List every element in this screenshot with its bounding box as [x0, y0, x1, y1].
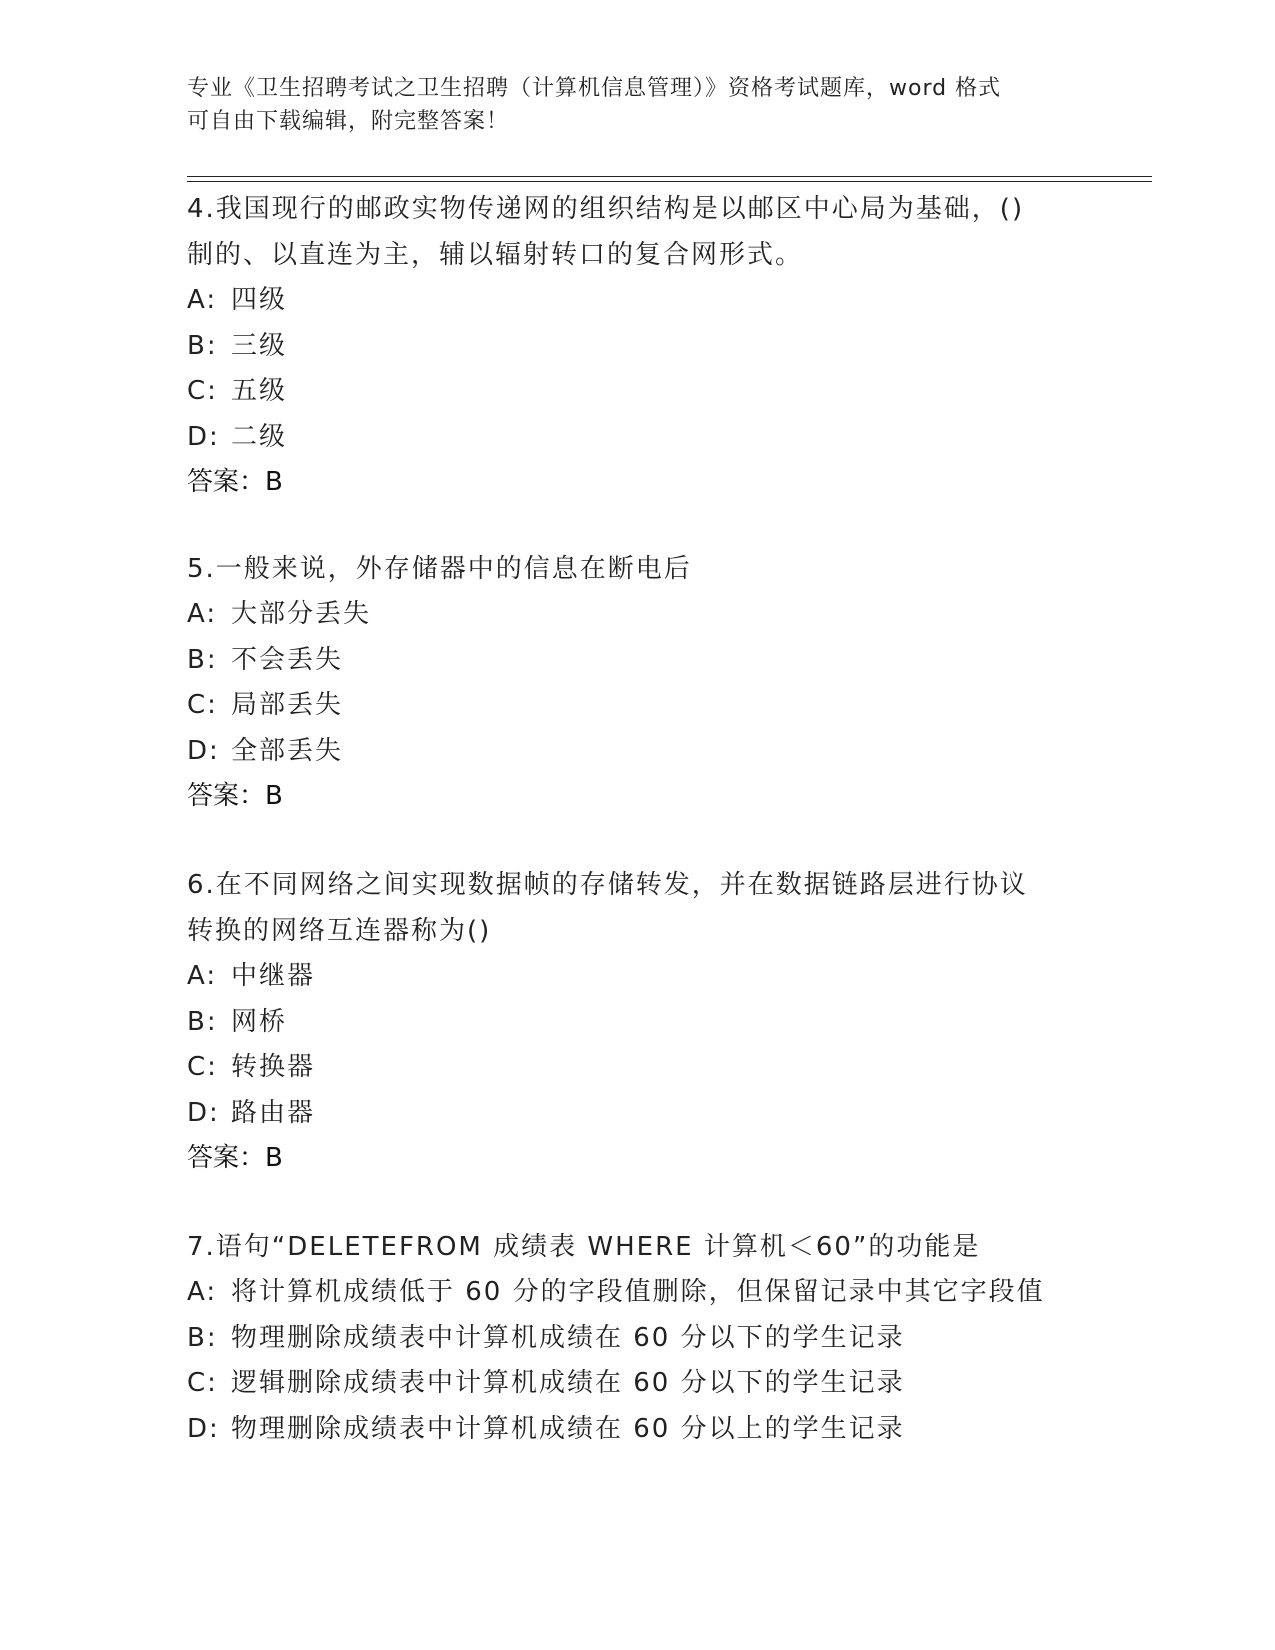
option-key: B: [187, 330, 218, 361]
header-rule-bottom [187, 181, 1152, 182]
option-a [187, 954, 1087, 1000]
question-stem-line: 7.语句“DELETEFROM 成绩表 WHERE 计算机＜60”的功能是 [187, 1232, 981, 1262]
option-c [187, 1045, 1087, 1091]
option-key: B: [187, 1006, 218, 1037]
option-key: A: [187, 1277, 218, 1307]
option-d [187, 729, 1087, 775]
option-key: A: [187, 599, 218, 629]
answer-label: 答案：B [187, 781, 283, 811]
option-b [187, 1316, 1087, 1362]
option-text: 五级 [231, 376, 288, 406]
option-key: D: [187, 735, 220, 766]
option-text: 将计算机成绩低于 60 分的字段值删除，但保留记录中其它字段值 [231, 1277, 1045, 1307]
header-line-1: 专业《卫生招聘考试之卫生招聘（计算机信息管理）》资格考试题库，word 格式 [187, 76, 1002, 101]
header-line-2: 可自由下载编辑，附完整答案！ [187, 109, 510, 134]
question-stem-line: 4.我国现行的邮政实物传递网的组织结构是以邮区中心局为基础，() [187, 194, 1025, 224]
option-text: 不会丢失 [231, 644, 344, 675]
option-text: 三级 [231, 330, 288, 361]
option-d [187, 415, 1087, 461]
option-text: 四级 [231, 285, 288, 315]
option-text: 转换器 [231, 1052, 316, 1082]
option-d [187, 1407, 1087, 1453]
header-rule-top [187, 176, 1152, 177]
question-6 [187, 862, 1087, 1182]
option-b [187, 324, 1087, 370]
option-a [187, 1270, 1087, 1316]
option-key: C: [187, 1368, 218, 1398]
option-text: 物理删除成绩表中计算机成绩在 60 分以上的学生记录 [231, 1413, 905, 1444]
option-text: 物理删除成绩表中计算机成绩在 60 分以下的学生记录 [231, 1322, 905, 1353]
option-key: B: [187, 644, 218, 675]
question-stem-line: 转换的网络互连器称为() [187, 916, 492, 946]
option-key: C: [187, 376, 218, 406]
option-key: D: [187, 1097, 220, 1128]
option-a [187, 592, 1087, 638]
answer-label: 答案：B [187, 467, 283, 497]
option-text: 中继器 [231, 961, 316, 991]
question-4 [187, 186, 1087, 506]
question-stem-line: 6.在不同网络之间实现数据帧的存储转发，并在数据链路层进行协议 [187, 870, 1028, 900]
document-header [187, 72, 1067, 138]
option-b [187, 638, 1087, 684]
question-stem-line: 制的、以直连为主，辅以辐射转口的复合网形式。 [187, 240, 804, 270]
option-key: C: [187, 690, 218, 720]
option-key: B: [187, 1322, 218, 1353]
option-key: A: [187, 961, 218, 991]
option-d [187, 1091, 1087, 1137]
option-c [187, 1361, 1087, 1407]
option-b [187, 1000, 1087, 1046]
option-text: 逻辑删除成绩表中计算机成绩在 60 分以下的学生记录 [231, 1368, 905, 1398]
option-text: 二级 [231, 421, 288, 452]
option-text: 全部丢失 [231, 735, 344, 766]
option-c [187, 369, 1087, 415]
question-stem-line: 5.一般来说，外存储器中的信息在断电后 [187, 554, 692, 584]
option-c [187, 683, 1087, 729]
option-text: 路由器 [231, 1097, 316, 1128]
option-a [187, 278, 1087, 324]
question-7 [187, 1224, 1087, 1452]
answer-label: 答案：B [187, 1143, 283, 1173]
option-text: 大部分丢失 [231, 599, 372, 629]
option-key: C: [187, 1052, 218, 1082]
option-key: D: [187, 421, 220, 452]
option-text: 网桥 [231, 1006, 288, 1037]
option-text: 局部丢失 [231, 690, 344, 720]
question-5 [187, 546, 1087, 820]
option-key: A: [187, 285, 218, 315]
option-key: D: [187, 1413, 220, 1444]
